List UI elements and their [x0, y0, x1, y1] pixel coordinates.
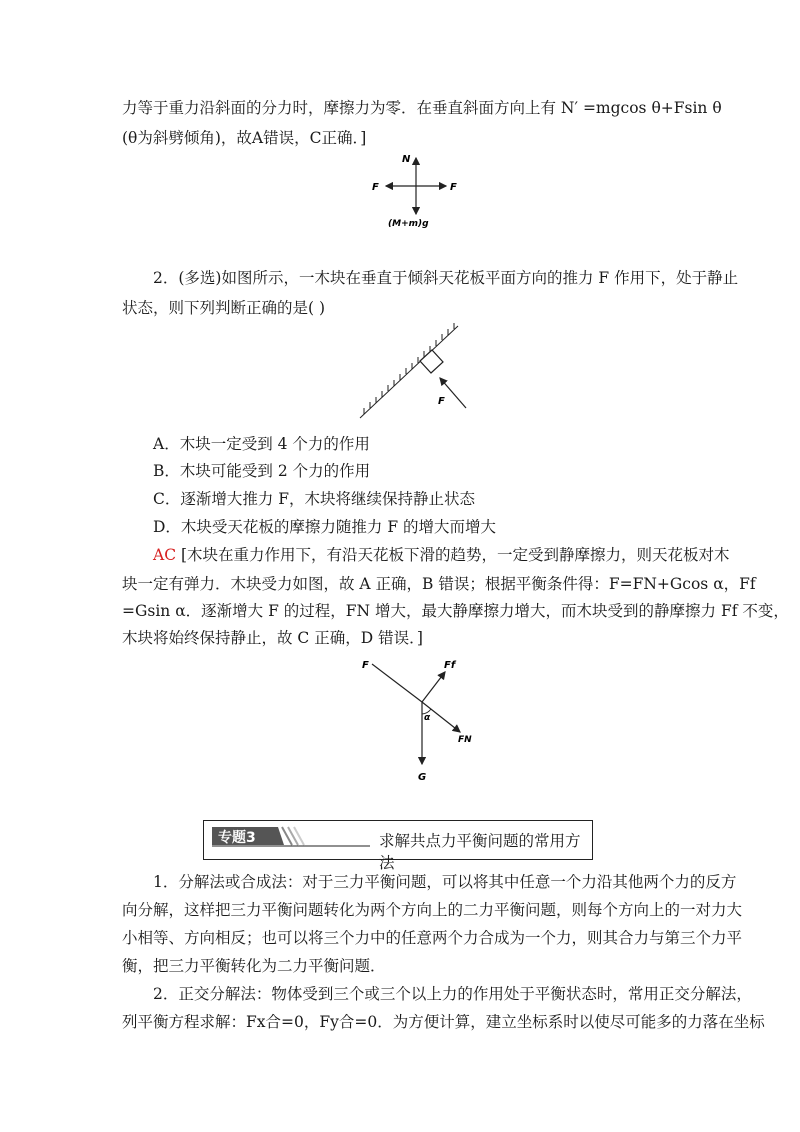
method-line: 向分解，这样把三力平衡问题转化为两个方向上的二力平衡问题，则每个方向上的一对力大	[122, 901, 743, 919]
answer-line	[153, 545, 730, 565]
label-n: N	[402, 154, 411, 165]
label-push-f: F	[438, 396, 445, 407]
explanation-line: =Gsin α．逐渐增大 F 的过程，FN 增大，最大静摩擦力增大，而木块受到的静摩擦力 Ff 不变，	[122, 602, 789, 620]
method-line: 列平衡方程求解：Fx合=0，Fy合=0．为方便计算，建立坐标系时以使尽可能多的力落在坐标	[122, 1013, 765, 1031]
paragraph-line: (θ为斜劈倾角)，故A错误，C正确．]	[122, 129, 367, 147]
method-line: 小相等、方向相反；也可以将三个力中的任意两个力合成为一个力，则其合力与第三个力平	[122, 929, 743, 947]
label-f-right: F	[450, 182, 457, 193]
topic-tag: 专题3	[218, 830, 256, 846]
topic-title: 求解共点力平衡问题的常用方法	[379, 832, 581, 872]
label-alpha: α	[424, 713, 431, 723]
option-a: A．木块一定受到 4 个力的作用	[153, 435, 370, 453]
label-friction: Ff	[444, 660, 456, 671]
ceiling-diagram	[350, 318, 470, 423]
paragraph-line: 力等于重力沿斜面的分力时，摩擦力为零．在垂直斜面方向上有 N′ =mgcos θ+Fsin θ	[122, 99, 722, 117]
question-line: 2．(多选)如图所示，一木块在垂直于倾斜天花板平面方向的推力 F 作用下，处于静止	[153, 269, 739, 287]
label-weight: G	[418, 772, 427, 783]
force-diagram-2	[352, 652, 492, 792]
option-d: D．木块受天花板的摩擦力随推力 F 的增大而增大	[153, 518, 497, 536]
method-line: 衡，把三力平衡转化为二力平衡问题．	[122, 957, 386, 975]
label-normal: FN	[458, 735, 472, 745]
explanation-line: 块一定有弹力．木块受力如图，故 A 正确，B 错误；根据平衡条件得：F=FN+Gcos α，Ff	[122, 575, 756, 593]
answer-key: AC	[153, 546, 177, 564]
label-gravity: (M+m)g	[388, 219, 429, 229]
topic-banner	[203, 820, 593, 872]
method-line: 2．正交分解法：物体受到三个或三个以上力的作用处于平衡状态时，常用正交分解法，	[153, 985, 752, 1003]
force-diagram-1	[360, 150, 470, 230]
option-b: B．木块可能受到 2 个力的作用	[153, 462, 371, 480]
question-line: 状态，则下列判断正确的是( )	[122, 299, 326, 317]
option-c: C．逐渐增大推力 F，木块将继续保持静止状态	[153, 490, 476, 508]
label-f: F	[362, 660, 369, 671]
explanation-text: [木块在重力作用下，有沿天花板下滑的趋势，一定受到静摩擦力，则天花板对木	[181, 546, 730, 564]
label-f-left: F	[372, 182, 379, 193]
method-line: 1．分解法或合成法：对于三力平衡问题，可以将其中任意一个力沿其他两个力的反方	[153, 873, 737, 891]
explanation-line: 木块将始终保持静止，故 C 正确，D 错误．]	[122, 629, 423, 647]
